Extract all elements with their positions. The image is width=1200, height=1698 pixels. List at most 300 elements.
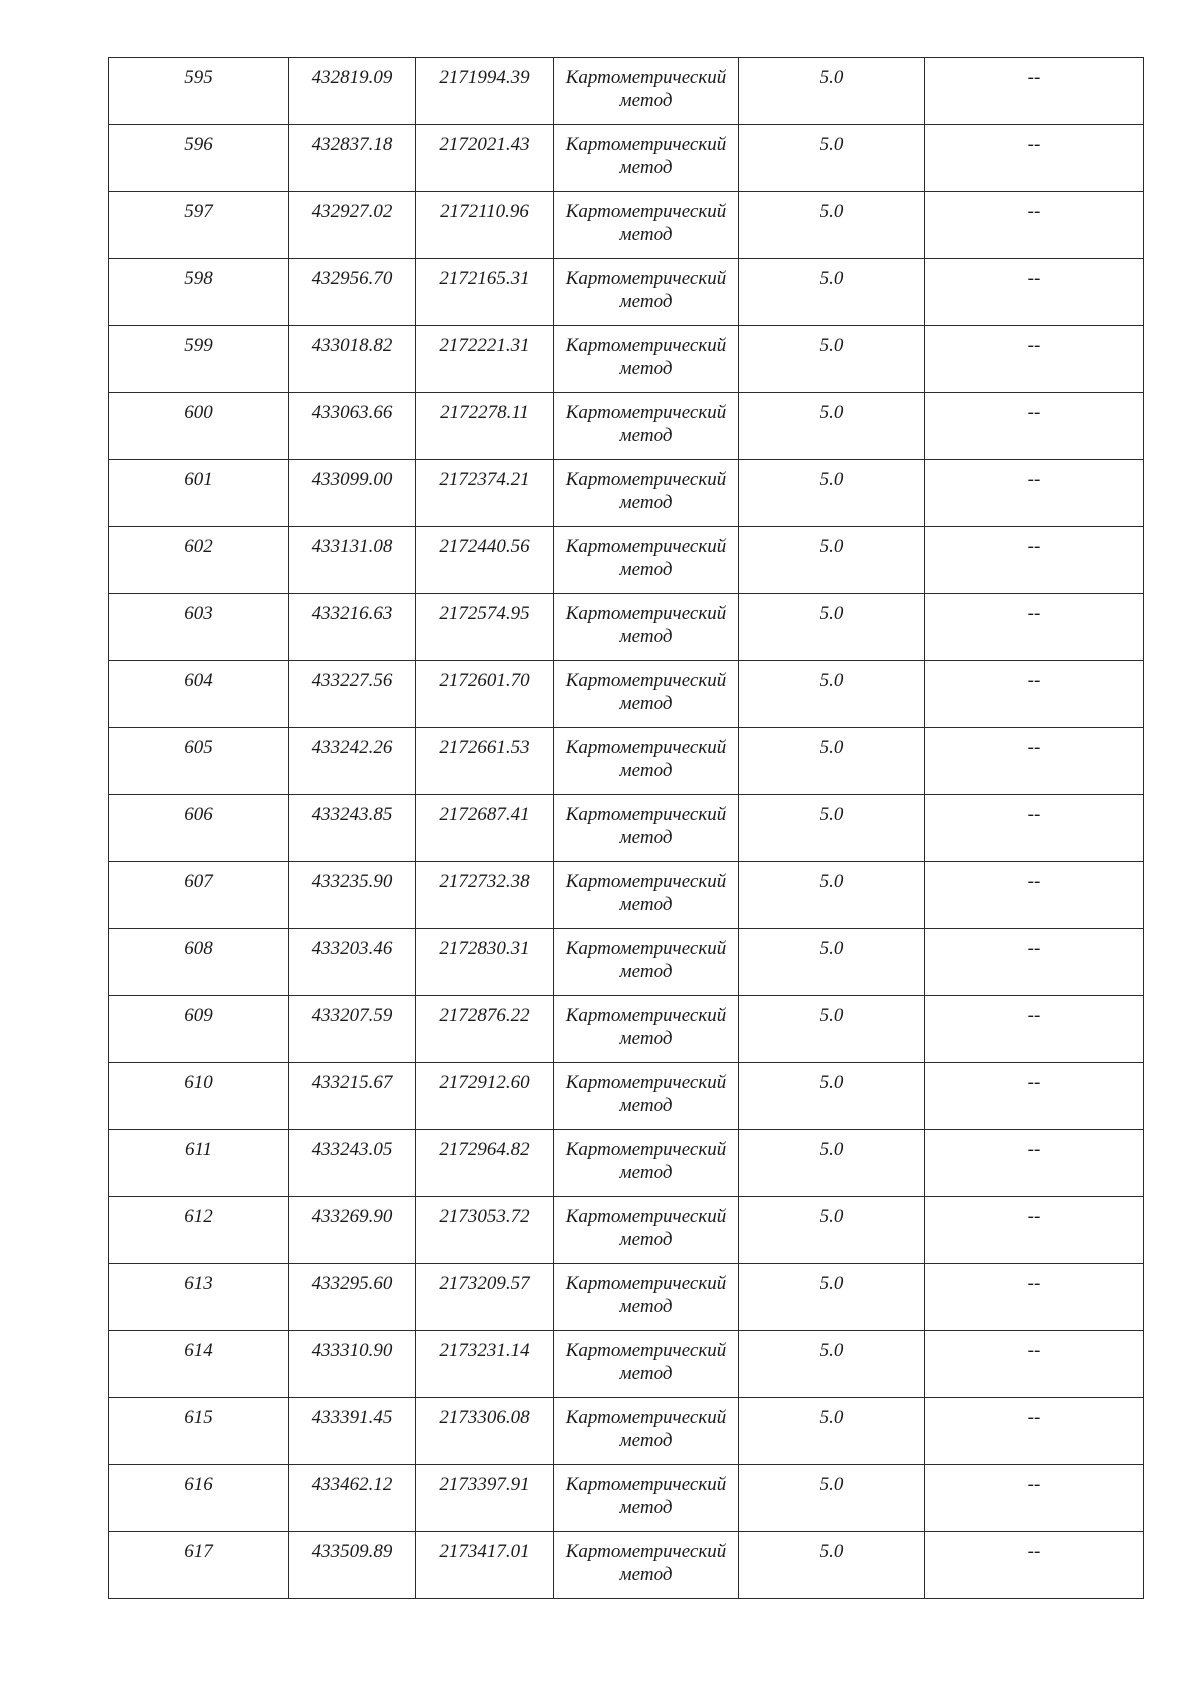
x-coordinate-cell [289, 393, 416, 460]
point-number-cell [109, 1197, 289, 1264]
x-coordinate: 433227.56 [311, 670, 393, 691]
coordinates-table [108, 57, 1144, 1599]
method-line-1: Картометрический [565, 134, 727, 155]
x-coordinate: 433099.00 [311, 469, 393, 490]
point-number: 616 [184, 1474, 213, 1495]
y-coordinate-cell [416, 125, 554, 192]
note-value: -- [1027, 201, 1041, 222]
x-coordinate-cell [289, 1063, 416, 1130]
accuracy-cell [739, 1465, 925, 1532]
method-text [554, 326, 738, 380]
point-number-cell [109, 192, 289, 259]
y-coordinate: 2172165.31 [439, 268, 530, 289]
point-number: 600 [184, 402, 213, 423]
y-coordinate: 2172732.38 [439, 871, 530, 892]
accuracy-cell [739, 929, 925, 996]
x-coordinate: 433391.45 [311, 1407, 393, 1428]
method-line-1: Картометрический [565, 804, 727, 825]
method-cell [554, 1398, 739, 1465]
method-cell [554, 192, 739, 259]
accuracy-cell [739, 326, 925, 393]
y-coordinate: 2172661.53 [439, 737, 530, 758]
y-coordinate-cell [416, 1465, 554, 1532]
point-number: 608 [184, 938, 213, 959]
method-cell [554, 594, 739, 661]
point-number-cell [109, 1465, 289, 1532]
accuracy-cell [739, 125, 925, 192]
accuracy-cell [739, 527, 925, 594]
point-number-cell [109, 996, 289, 1063]
accuracy-cell [739, 460, 925, 527]
method-cell [554, 58, 739, 125]
x-coordinate-cell [289, 1130, 416, 1197]
method-text [554, 58, 738, 112]
method-text [554, 125, 738, 179]
method-cell [554, 393, 739, 460]
note-value: -- [1027, 1139, 1041, 1160]
point-number: 597 [184, 201, 213, 222]
point-number-cell [109, 862, 289, 929]
y-coordinate-cell [416, 1331, 554, 1398]
y-coordinate-cell [416, 795, 554, 862]
method-line-1: Картометрический [565, 536, 727, 557]
method-cell [554, 125, 739, 192]
note-value: -- [1027, 1072, 1041, 1093]
note-cell [925, 1063, 1144, 1130]
note-cell [925, 661, 1144, 728]
x-coordinate-cell [289, 996, 416, 1063]
method-line-2: метод [619, 827, 673, 848]
table-row [109, 326, 1144, 393]
x-coordinate: 433462.12 [311, 1474, 393, 1495]
note-cell [925, 1130, 1144, 1197]
method-text [554, 527, 738, 581]
accuracy-cell [739, 1264, 925, 1331]
method-cell [554, 1063, 739, 1130]
accuracy-value: 5.0 [819, 603, 844, 624]
method-text [554, 862, 738, 916]
y-coordinate-cell [416, 527, 554, 594]
accuracy-cell [739, 728, 925, 795]
table-row [109, 795, 1144, 862]
method-line-2: метод [619, 90, 673, 111]
y-coordinate: 2172110.96 [440, 201, 529, 222]
method-text [554, 259, 738, 313]
y-coordinate-cell [416, 1063, 554, 1130]
method-line-2: метод [619, 1430, 673, 1451]
x-coordinate: 432956.70 [311, 268, 393, 289]
x-coordinate: 432927.02 [311, 201, 393, 222]
x-coordinate: 433207.59 [311, 1005, 393, 1026]
method-line-1: Картометрический [565, 201, 727, 222]
method-text [554, 728, 738, 782]
point-number: 611 [184, 1139, 213, 1160]
method-text [554, 795, 738, 849]
method-line-2: метод [619, 894, 673, 915]
note-value: -- [1027, 67, 1041, 88]
method-line-1: Картометрический [565, 335, 727, 356]
y-coordinate: 2171994.39 [439, 67, 530, 88]
method-line-2: метод [619, 1028, 673, 1049]
method-line-1: Картометрический [565, 268, 727, 289]
table-row [109, 1331, 1144, 1398]
method-text [554, 192, 738, 246]
note-value: -- [1027, 1407, 1041, 1428]
method-line-1: Картометрический [565, 1206, 727, 1227]
point-number: 612 [184, 1206, 213, 1227]
method-line-1: Картометрический [565, 938, 727, 959]
method-cell [554, 1264, 739, 1331]
accuracy-value: 5.0 [819, 1541, 844, 1562]
note-cell [925, 460, 1144, 527]
accuracy-value: 5.0 [819, 335, 844, 356]
method-cell [554, 1532, 739, 1599]
table-row [109, 728, 1144, 795]
y-coordinate: 2173231.14 [439, 1340, 530, 1361]
note-value: -- [1027, 469, 1041, 490]
point-number: 614 [184, 1340, 213, 1361]
method-text [554, 1264, 738, 1318]
accuracy-value: 5.0 [819, 804, 844, 825]
x-coordinate: 433203.46 [311, 938, 393, 959]
y-coordinate-cell [416, 192, 554, 259]
method-text [554, 1331, 738, 1385]
y-coordinate-cell [416, 862, 554, 929]
method-cell [554, 1130, 739, 1197]
accuracy-value: 5.0 [819, 1072, 844, 1093]
note-value: -- [1027, 1541, 1041, 1562]
x-coordinate: 433131.08 [311, 536, 393, 557]
point-number-cell [109, 393, 289, 460]
x-coordinate-cell [289, 58, 416, 125]
table-row [109, 125, 1144, 192]
note-value: -- [1027, 670, 1041, 691]
y-coordinate: 2172687.41 [439, 804, 530, 825]
table-row [109, 460, 1144, 527]
x-coordinate-cell [289, 326, 416, 393]
method-line-2: метод [619, 1095, 673, 1116]
note-value: -- [1027, 134, 1041, 155]
note-cell [925, 192, 1144, 259]
x-coordinate-cell [289, 1331, 416, 1398]
method-line-2: метод [619, 626, 673, 647]
y-coordinate: 2172912.60 [439, 1072, 530, 1093]
x-coordinate-cell [289, 1465, 416, 1532]
x-coordinate-cell [289, 1197, 416, 1264]
method-cell [554, 996, 739, 1063]
point-number: 598 [184, 268, 213, 289]
method-line-2: метод [619, 1363, 673, 1384]
accuracy-cell [739, 1532, 925, 1599]
note-value: -- [1027, 536, 1041, 557]
method-line-1: Картометрический [565, 1273, 727, 1294]
table-row [109, 259, 1144, 326]
x-coordinate: 433310.90 [311, 1340, 393, 1361]
x-coordinate: 433018.82 [311, 335, 393, 356]
table-row [109, 58, 1144, 125]
method-line-2: метод [619, 1229, 673, 1250]
y-coordinate-cell [416, 929, 554, 996]
accuracy-cell [739, 1130, 925, 1197]
point-number-cell [109, 1063, 289, 1130]
y-coordinate-cell [416, 728, 554, 795]
y-coordinate-cell [416, 594, 554, 661]
point-number-cell [109, 58, 289, 125]
method-line-2: метод [619, 559, 673, 580]
table-row [109, 1465, 1144, 1532]
accuracy-cell [739, 862, 925, 929]
y-coordinate-cell [416, 460, 554, 527]
method-cell [554, 527, 739, 594]
note-cell [925, 795, 1144, 862]
table-row [109, 1264, 1144, 1331]
method-line-2: метод [619, 1497, 673, 1518]
point-number-cell [109, 929, 289, 996]
accuracy-value: 5.0 [819, 1139, 844, 1160]
x-coordinate-cell [289, 125, 416, 192]
method-text [554, 460, 738, 514]
accuracy-value: 5.0 [819, 1474, 844, 1495]
accuracy-value: 5.0 [819, 201, 844, 222]
accuracy-cell [739, 393, 925, 460]
method-line-1: Картометрический [565, 603, 727, 624]
method-text [554, 594, 738, 648]
method-text [554, 1398, 738, 1452]
accuracy-value: 5.0 [819, 134, 844, 155]
x-coordinate-cell [289, 728, 416, 795]
x-coordinate-cell [289, 1532, 416, 1599]
point-number-cell [109, 1532, 289, 1599]
note-value: -- [1027, 1005, 1041, 1026]
note-cell [925, 929, 1144, 996]
note-value: -- [1027, 804, 1041, 825]
point-number-cell [109, 1264, 289, 1331]
y-coordinate-cell [416, 1398, 554, 1465]
method-line-1: Картометрический [565, 1474, 727, 1495]
y-coordinate-cell [416, 1130, 554, 1197]
table-row [109, 1130, 1144, 1197]
point-number: 603 [184, 603, 213, 624]
x-coordinate: 433269.90 [311, 1206, 393, 1227]
x-coordinate-cell [289, 594, 416, 661]
accuracy-value: 5.0 [819, 1273, 844, 1294]
point-number: 604 [184, 670, 213, 691]
point-number: 613 [184, 1273, 213, 1294]
point-number: 610 [184, 1072, 213, 1093]
method-line-2: метод [619, 157, 673, 178]
point-number: 599 [184, 335, 213, 356]
x-coordinate-cell [289, 460, 416, 527]
table-row [109, 393, 1144, 460]
y-coordinate: 2172964.82 [439, 1139, 530, 1160]
coordinates-table-body [109, 58, 1144, 1599]
method-cell [554, 1465, 739, 1532]
method-cell [554, 862, 739, 929]
x-coordinate: 432819.09 [311, 67, 393, 88]
accuracy-cell [739, 1331, 925, 1398]
y-coordinate-cell [416, 393, 554, 460]
y-coordinate: 2173397.91 [439, 1474, 530, 1495]
method-line-2: метод [619, 1162, 673, 1183]
method-line-2: метод [619, 492, 673, 513]
method-line-2: метод [619, 291, 673, 312]
x-coordinate-cell [289, 1398, 416, 1465]
method-text [554, 393, 738, 447]
accuracy-cell [739, 259, 925, 326]
accuracy-value: 5.0 [819, 67, 844, 88]
table-row [109, 1063, 1144, 1130]
accuracy-cell [739, 795, 925, 862]
method-text [554, 661, 738, 715]
x-coordinate-cell [289, 862, 416, 929]
point-number-cell [109, 1331, 289, 1398]
point-number-cell [109, 527, 289, 594]
point-number: 606 [184, 804, 213, 825]
method-text [554, 1063, 738, 1117]
x-coordinate: 433242.26 [311, 737, 393, 758]
accuracy-cell [739, 1197, 925, 1264]
accuracy-value: 5.0 [819, 670, 844, 691]
y-coordinate-cell [416, 661, 554, 728]
note-cell [925, 1264, 1144, 1331]
point-number-cell [109, 326, 289, 393]
note-cell [925, 594, 1144, 661]
accuracy-value: 5.0 [819, 402, 844, 423]
y-coordinate: 2172374.21 [439, 469, 530, 490]
y-coordinate: 2173053.72 [439, 1206, 530, 1227]
note-value: -- [1027, 402, 1041, 423]
x-coordinate: 433235.90 [311, 871, 393, 892]
method-line-2: метод [619, 1564, 673, 1585]
y-coordinate-cell [416, 326, 554, 393]
point-number: 601 [184, 469, 213, 490]
note-value: -- [1027, 938, 1041, 959]
point-number: 609 [184, 1005, 213, 1026]
note-cell [925, 1532, 1144, 1599]
accuracy-value: 5.0 [819, 469, 844, 490]
point-number-cell [109, 795, 289, 862]
accuracy-value: 5.0 [819, 268, 844, 289]
method-cell [554, 929, 739, 996]
method-cell [554, 259, 739, 326]
method-line-1: Картометрический [565, 1340, 727, 1361]
x-coordinate-cell [289, 527, 416, 594]
y-coordinate-cell [416, 259, 554, 326]
accuracy-cell [739, 594, 925, 661]
method-line-2: метод [619, 224, 673, 245]
method-line-2: метод [619, 961, 673, 982]
method-line-2: метод [619, 425, 673, 446]
note-cell [925, 1398, 1144, 1465]
accuracy-cell [739, 58, 925, 125]
accuracy-cell [739, 996, 925, 1063]
method-line-1: Картометрический [565, 1072, 727, 1093]
note-cell [925, 862, 1144, 929]
accuracy-cell [739, 1063, 925, 1130]
x-coordinate: 433295.60 [311, 1273, 393, 1294]
y-coordinate: 2172440.56 [439, 536, 530, 557]
table-row [109, 1532, 1144, 1599]
point-number-cell [109, 728, 289, 795]
method-cell [554, 728, 739, 795]
method-cell [554, 460, 739, 527]
accuracy-value: 5.0 [819, 1407, 844, 1428]
point-number-cell [109, 1398, 289, 1465]
point-number-cell [109, 661, 289, 728]
table-row [109, 192, 1144, 259]
method-line-2: метод [619, 760, 673, 781]
y-coordinate: 2172021.43 [439, 134, 530, 155]
point-number-cell [109, 125, 289, 192]
method-line-1: Картометрический [565, 1407, 727, 1428]
note-cell [925, 728, 1144, 795]
y-coordinate-cell [416, 1197, 554, 1264]
y-coordinate: 2172830.31 [439, 938, 530, 959]
accuracy-value: 5.0 [819, 938, 844, 959]
accuracy-value: 5.0 [819, 737, 844, 758]
y-coordinate: 2172574.95 [439, 603, 530, 624]
note-value: -- [1027, 268, 1041, 289]
accuracy-cell [739, 192, 925, 259]
note-cell [925, 125, 1144, 192]
note-cell [925, 326, 1144, 393]
note-value: -- [1027, 871, 1041, 892]
point-number: 596 [184, 134, 213, 155]
x-coordinate-cell [289, 1264, 416, 1331]
table-row [109, 862, 1144, 929]
method-text [554, 1465, 738, 1519]
point-number: 615 [184, 1407, 213, 1428]
x-coordinate: 433216.63 [311, 603, 393, 624]
method-line-1: Картометрический [565, 1005, 727, 1026]
method-line-1: Картометрический [565, 1541, 727, 1562]
method-cell [554, 1197, 739, 1264]
y-coordinate: 2173209.57 [439, 1273, 530, 1294]
table-row [109, 1197, 1144, 1264]
x-coordinate: 433243.85 [311, 804, 393, 825]
y-coordinate-cell [416, 996, 554, 1063]
note-cell [925, 527, 1144, 594]
note-value: -- [1027, 1206, 1041, 1227]
accuracy-value: 5.0 [819, 871, 844, 892]
method-cell [554, 1331, 739, 1398]
note-value: -- [1027, 1474, 1041, 1495]
x-coordinate-cell [289, 661, 416, 728]
y-coordinate: 2172601.70 [439, 670, 530, 691]
table-row [109, 527, 1144, 594]
y-coordinate: 2173417.01 [439, 1541, 530, 1562]
point-number: 595 [184, 67, 213, 88]
accuracy-cell [739, 1398, 925, 1465]
point-number: 607 [184, 871, 213, 892]
x-coordinate-cell [289, 929, 416, 996]
accuracy-value: 5.0 [819, 1340, 844, 1361]
table-row [109, 996, 1144, 1063]
note-value: -- [1027, 603, 1041, 624]
point-number-cell [109, 259, 289, 326]
x-coordinate: 433243.05 [311, 1139, 393, 1160]
method-text [554, 996, 738, 1050]
note-value: -- [1027, 737, 1041, 758]
table-row [109, 1398, 1144, 1465]
method-line-2: метод [619, 693, 673, 714]
method-text [554, 1197, 738, 1251]
method-line-1: Картометрический [565, 670, 727, 691]
point-number-cell [109, 1130, 289, 1197]
note-cell [925, 58, 1144, 125]
point-number: 602 [184, 536, 213, 557]
point-number: 617 [184, 1541, 213, 1562]
